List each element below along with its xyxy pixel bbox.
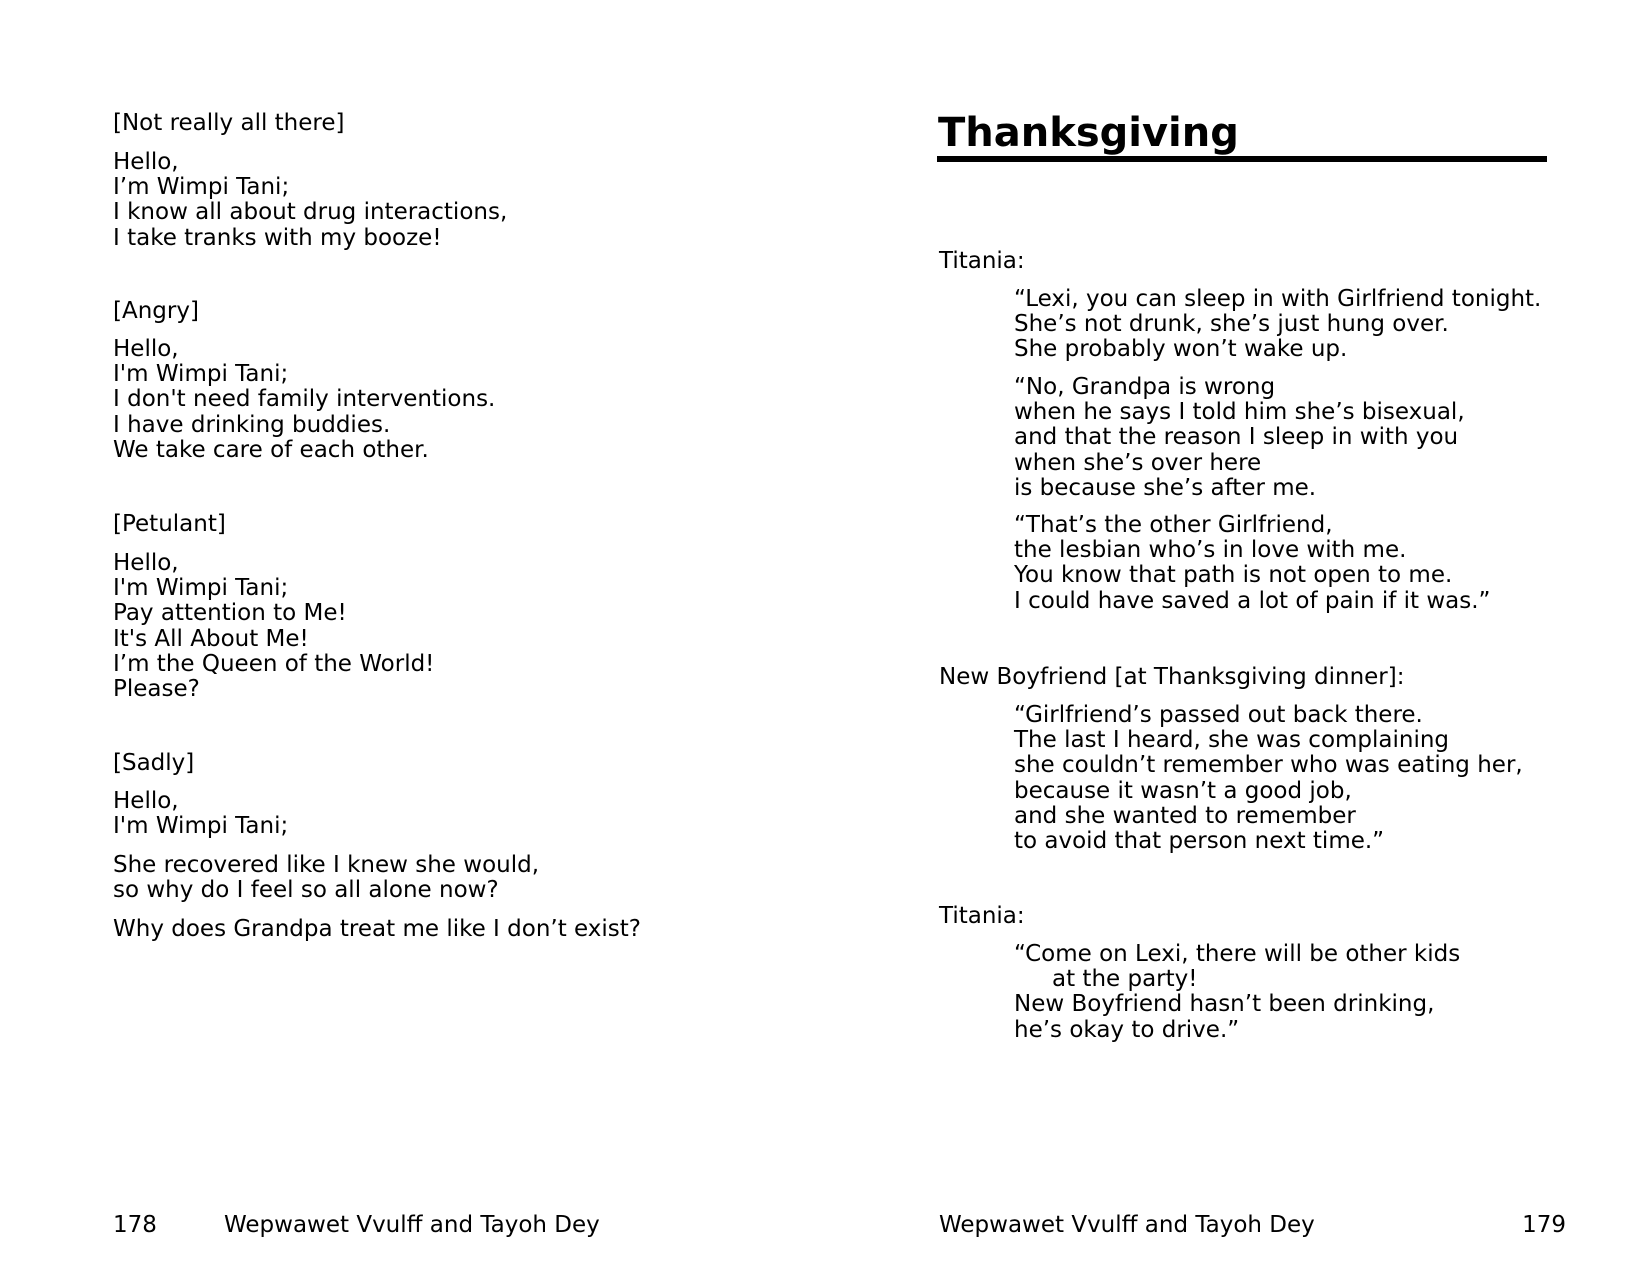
quote-line: “Girlfriend’s passed out back there. bbox=[1014, 702, 1423, 728]
quote-line: The last I heard, she was complaining bbox=[1014, 727, 1450, 754]
poem-line: Pay attention to Me! bbox=[113, 600, 347, 627]
running-footer-author: Wepwawet Vvulff and Tayoh Dey bbox=[939, 1212, 1315, 1238]
stage-direction bbox=[113, 512, 226, 537]
poem-line: Why does Grandpa treat me like I don’t exist? bbox=[113, 916, 642, 942]
quote-line: to avoid that person next time.” bbox=[1014, 828, 1385, 855]
poem-line: She recovered like I knew she would, bbox=[113, 852, 540, 878]
quote-line: she couldn’t remember who was eating her, bbox=[1014, 752, 1523, 779]
poem-line: I know all about drug interactions, bbox=[113, 199, 508, 226]
quote-line: when she’s over here bbox=[1014, 449, 1262, 476]
speaker-label bbox=[939, 665, 1404, 690]
right-page bbox=[820, 0, 1649, 1275]
poem-line: Hello, bbox=[113, 788, 179, 814]
quote-line: You know that path is not open to me. bbox=[1014, 562, 1453, 589]
quote-stanza bbox=[1014, 375, 1465, 501]
stanza bbox=[113, 551, 434, 702]
poem-line: We take care of each other. bbox=[113, 436, 429, 463]
stanza bbox=[113, 853, 539, 903]
quote-line: “Lexi, you can sleep in with Girlfriend tonight. bbox=[1014, 286, 1542, 312]
quote-stanza bbox=[1014, 703, 1523, 854]
stage-direction-text: [Not really all there] bbox=[113, 110, 345, 136]
speaker-label bbox=[939, 904, 1025, 929]
quote-line: “Come on Lexi, there will be other kids bbox=[1014, 941, 1461, 967]
quote-stanza bbox=[1014, 513, 1490, 614]
quote-line: when he says I told him she’s bisexual, bbox=[1014, 399, 1465, 426]
stanza bbox=[113, 337, 495, 463]
poem-line: I don't need family interventions. bbox=[113, 386, 496, 413]
poem-line: I’m the Queen of the World! bbox=[113, 650, 435, 677]
quote-line: “That’s the other Girlfriend, bbox=[1014, 512, 1333, 538]
quote-line: at the party! bbox=[1052, 966, 1198, 993]
speaker-name: New Boyfriend [at Thanksgiving dinner]: bbox=[939, 664, 1405, 690]
left-page bbox=[0, 0, 820, 1275]
quote-line: She’s not drunk, she’s just hung over. bbox=[1014, 311, 1449, 338]
poem-line: Please? bbox=[113, 676, 200, 703]
quote-line: and she wanted to remember bbox=[1014, 802, 1356, 829]
stage-direction bbox=[113, 111, 344, 136]
quote-line: She probably won’t wake up. bbox=[1014, 336, 1348, 363]
poem-line: I'm Wimpi Tani; bbox=[113, 575, 289, 602]
title-underline-rule bbox=[937, 156, 1547, 162]
poem-line: I’m Wimpi Tani; bbox=[113, 174, 290, 201]
page-number: 179 bbox=[1522, 1212, 1566, 1238]
stanza bbox=[113, 150, 507, 251]
speaker-name: Titania: bbox=[939, 903, 1025, 929]
stage-direction-text: [Angry] bbox=[113, 298, 199, 324]
stanza bbox=[113, 789, 288, 839]
poem-line: I'm Wimpi Tani; bbox=[113, 813, 289, 840]
quote-line: he’s okay to drive.” bbox=[1014, 1016, 1240, 1043]
page-number: 178 bbox=[113, 1212, 157, 1238]
chapter-title: Thanksgiving bbox=[938, 110, 1239, 156]
poem-line: so why do I feel so all alone now? bbox=[113, 877, 499, 904]
quote-line: “No, Grandpa is wrong bbox=[1014, 374, 1276, 400]
poem-line: I have drinking buddies. bbox=[113, 411, 391, 438]
stage-direction-text: [Sadly] bbox=[113, 750, 195, 776]
poem-line: It's All About Me! bbox=[113, 625, 309, 652]
poem-line: Hello, bbox=[113, 336, 179, 362]
poem-line: Hello, bbox=[113, 149, 179, 175]
quote-line: because it wasn’t a good job, bbox=[1014, 777, 1352, 804]
quote-line: is because she’s after me. bbox=[1014, 474, 1317, 501]
poem-line: Hello, bbox=[113, 550, 179, 576]
speaker-name: Titania: bbox=[939, 248, 1025, 274]
stage-direction bbox=[113, 751, 194, 776]
stage-direction bbox=[113, 299, 199, 324]
stanza bbox=[113, 917, 641, 942]
stage-direction-text: [Petulant] bbox=[113, 511, 226, 537]
quote-line: New Boyfriend hasn’t been drinking, bbox=[1014, 991, 1435, 1018]
running-footer-author: Wepwawet Vvulff and Tayoh Dey bbox=[224, 1212, 600, 1238]
quote-stanza bbox=[1014, 287, 1541, 363]
poem-line: I take tranks with my booze! bbox=[113, 224, 442, 251]
quote-line: and that the reason I sleep in with you bbox=[1014, 424, 1459, 451]
quote-line: I could have saved a lot of pain if it was.” bbox=[1014, 587, 1491, 614]
poem-line: I'm Wimpi Tani; bbox=[113, 361, 289, 388]
speaker-label bbox=[939, 249, 1025, 274]
quote-stanza bbox=[1014, 942, 1460, 1043]
quote-line: the lesbian who’s in love with me. bbox=[1014, 537, 1407, 564]
